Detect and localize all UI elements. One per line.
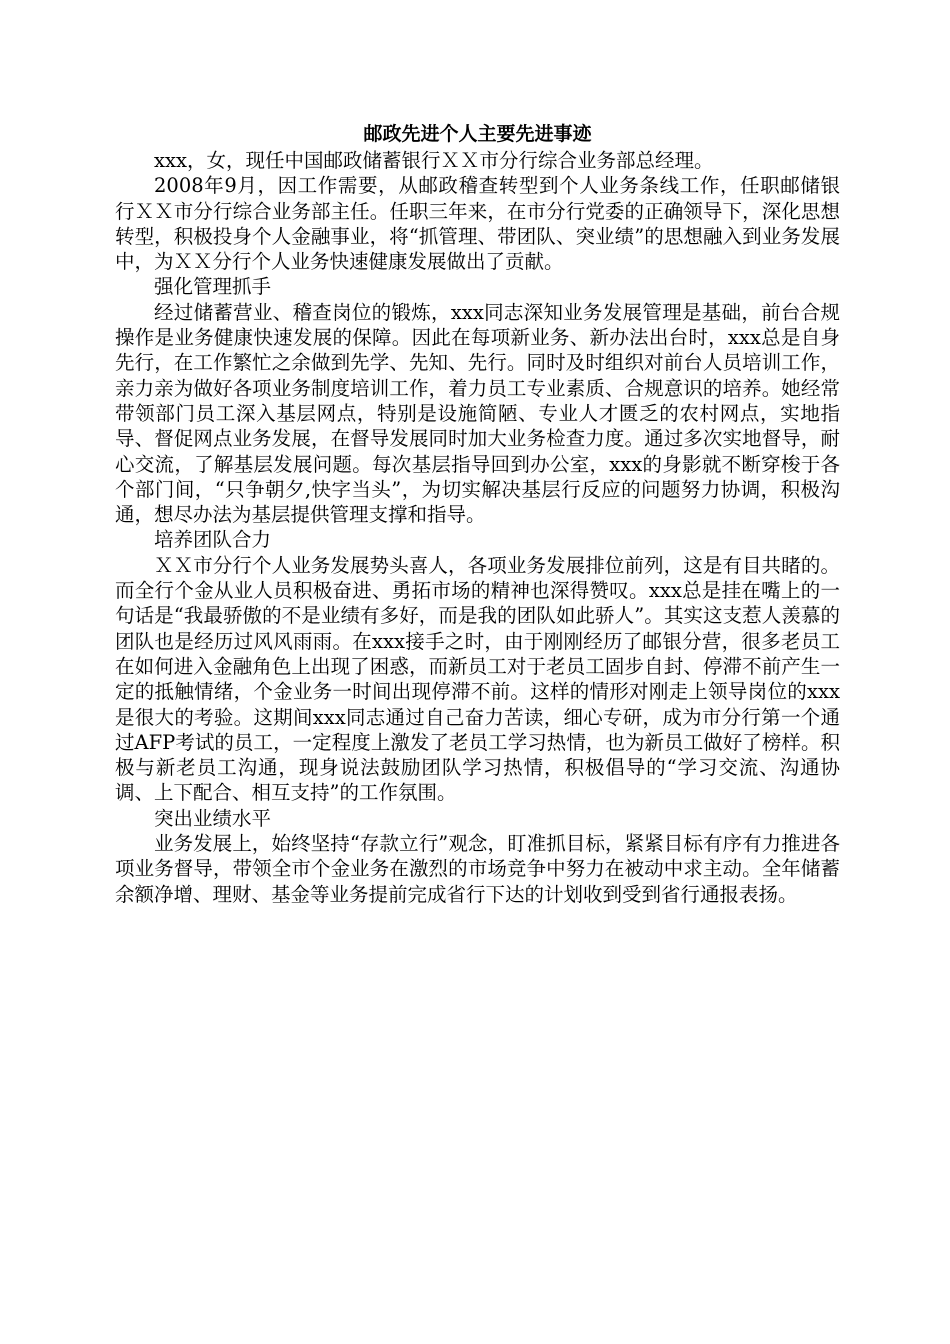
section-heading-1: 强化管理抓手: [154, 275, 272, 299]
document-page: [115, 120, 840, 907]
paragraph-3: ＸＸ市分行个人业务发展势头喜人，各项业务发展排位前列，这是有目共睹的。而全行个金从业人员积极奋进、勇拓市场的精神也深得赞叹。xxx总是挂在嘴上的一句话是“我最骄傲的不是业绩有多好，而是我的团队如此骄人”。其实这支惹人羡慕的团队也是经历过风风雨雨。在xxx接手之时，由于刚刚经历了邮银分营，很多老员工在如何进入金融角色上出现了困惑，而新员工对于老员工固步自封、停滞不前产生一定的抵触情绪，个金业务一时间出现停滞不前。这样的情形对刚走上领导岗位的xxx是很大的考验。这期间xxx同志通过自己奋力苦读，细心专研，成为市分行第一个通过AFP考试的员工，一定程度上激发了老员工学习热情，也为新员工做好了榜样。积极与新老员工沟通，现身说法鼓励团队学习热情，积极倡导的“学习交流、沟通协调、上下配合、相互支持”的工作氛围。: [115, 553, 840, 805]
intro-paragraph: xxx，女，现任中国邮政储蓄银行ＸＸ市分行综合业务部总经理。: [154, 149, 714, 172]
section-heading-2: 培养团队合力: [154, 528, 272, 552]
document-title: 邮政先进个人主要先进事迹: [363, 123, 592, 145]
paragraph-4: 业务发展上，始终坚持“存款立行”观念，盯准抓目标，紧紧目标有序有力推进各项业务督导，带领全市个金业务在激烈的市场竞争中努力在被动中求主动。全年储蓄余额净增、理财、基金等业务提前完成省行下达的计划收到受到省行通报表扬。: [115, 832, 840, 906]
paragraph-2: 经过储蓄营业、稽查岗位的锻炼，xxx同志深知业务发展管理是基础，前台合规操作是业务健康快速发展的保障。因此在每项新业务、新办法出台时，xxx总是自身先行，在工作繁忙之余做到先学、先知、先行。同时及时组织对前台人员培训工作，亲力亲为做好各项业务制度培训工作，着力员工专业素质、合规意识的培养。她经常带领部门员工深入基层网点，特别是设施简陋、专业人才匮乏的农村网点，实地指导、督促网点业务发展，在督导发展同时加大业务检查力度。通过多次实地督导，耐心交流，了解基层发展问题。每次基层指导回到办公室，xxx的身影就不断穿梭于各个部门间，“只争朝夕,快字当头”，为切实解决基层行反应的问题努力协调，积极沟通，想尽办法为基层提供管理支撑和指导。: [115, 300, 840, 527]
section-heading-3: 突出业绩水平: [154, 806, 272, 830]
paragraph-1: 2008年9月，因工作需要，从邮政稽查转型到个人业务条线工作，任职邮储银行ＸＸ市分行综合业务部主任。任职三年来，在市分行党委的正确领导下，深化思想转型，积极投身个人金融事业，将“抓管理、带团队、突业绩”的思想融入到业务发展中，为ＸＸ分行个人业务快速健康发展做出了贡献。: [115, 174, 840, 274]
